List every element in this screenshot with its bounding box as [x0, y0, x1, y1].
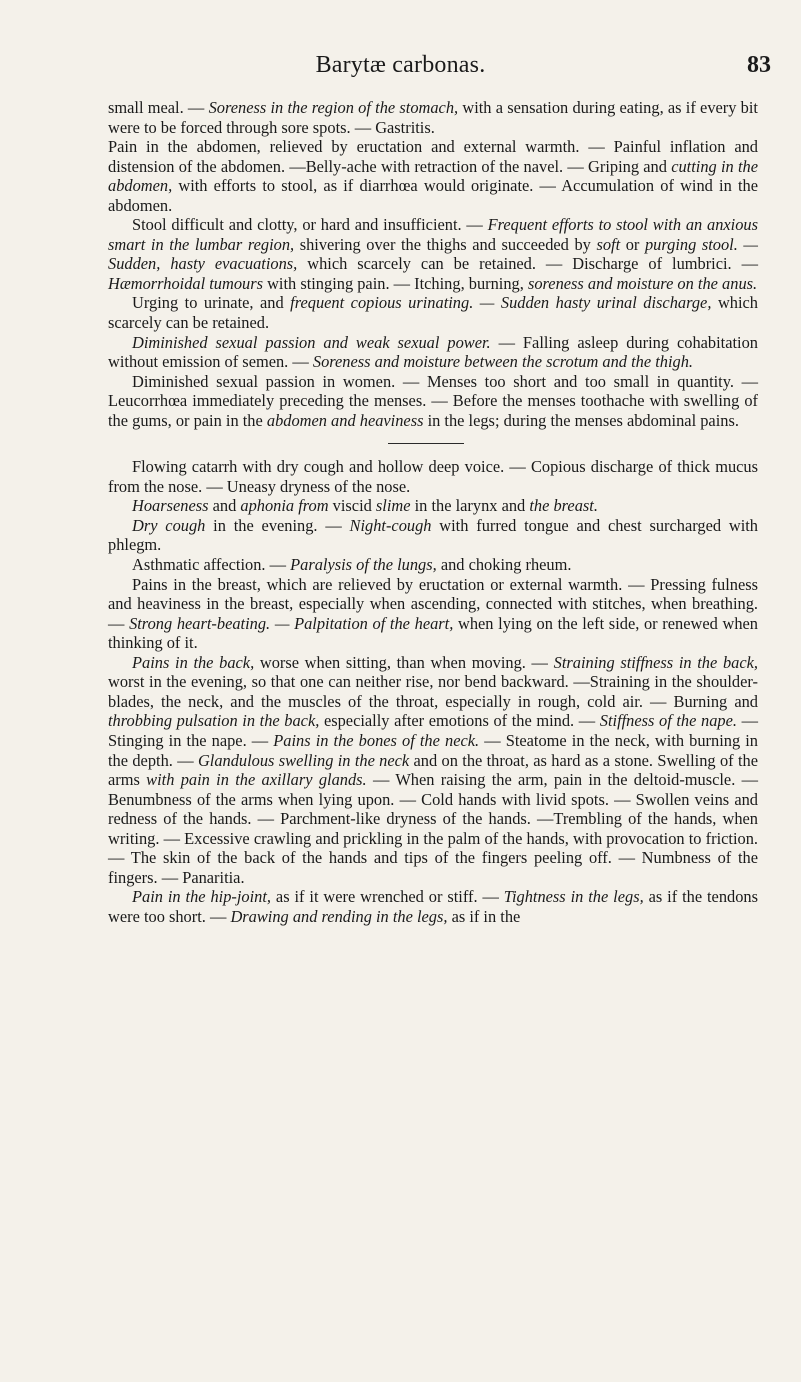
italic-text: soreness and moisture on the anus.: [527, 273, 758, 293]
text-run: in the evening. —: [205, 515, 350, 535]
italic-text: Soreness in the region of the stomach,: [208, 98, 459, 117]
text-run: which scarcely can be retained.: [108, 293, 758, 333]
paragraph: [108, 555, 758, 575]
text-run: as if in the: [447, 906, 521, 926]
italic-text: throbbing pulsation in the back,: [108, 711, 320, 731]
page-number: 83: [747, 52, 771, 78]
running-head: [0, 52, 801, 86]
text-run: worst in the evening, so that one can neither rise, nor bend backward. —Straining in the shoulder-blades, the neck, and the muscles of the throat, especially in rough, cold air. — Burning and: [108, 672, 758, 711]
italic-text: Pains in the bones of the neck.: [273, 730, 480, 750]
text-run: as if the tendons were too short. —: [108, 887, 758, 926]
italic-text: Pains in the back,: [132, 652, 255, 672]
text-run: Urging to urinate, and: [132, 293, 291, 313]
italic-text: purging stool. — Sudden, hasty evacuations,: [108, 234, 758, 274]
italic-text: Paralysis of the lungs,: [290, 555, 437, 575]
italic-text: abdomen and heaviness: [266, 410, 424, 430]
italic-text: Hoarseness: [132, 496, 209, 516]
paragraph: [108, 653, 758, 888]
text-run: in the legs; during the menses abdominal pains.: [423, 410, 739, 430]
text-run: Flowing catarrh with dry cough and hollow deep voice. — Copious discharge of thick mucus from the nose. — Uneasy dryness of the nose.: [108, 457, 758, 496]
italic-text: with pain in the axillary glands.: [146, 770, 367, 790]
paragraph: [108, 215, 758, 293]
italic-text: soft: [596, 234, 621, 254]
italic-text: slime: [375, 496, 411, 516]
running-title: Barytæ carbonas.: [315, 52, 486, 78]
italic-text: Stiffness of the nape.: [599, 711, 737, 731]
paragraph: [108, 887, 758, 926]
italic-text: Drawing and rending in the legs,: [230, 906, 448, 926]
text-run: worse when sitting, than when moving. —: [254, 652, 554, 672]
text-run: shivering over the thighs and succeeded by: [294, 234, 597, 254]
italic-text: Frequent efforts to stool with an anxious smart in the lumbar region,: [108, 215, 758, 254]
italic-text: Night-cough: [349, 515, 432, 535]
italic-text: the breast.: [529, 496, 598, 516]
paragraph: [108, 496, 758, 516]
text-run: Asthmatic affection. —: [132, 555, 291, 575]
paragraph: [108, 293, 758, 332]
italic-text: Pain in the hip-joint,: [132, 887, 272, 907]
text-run: Stool difficult and clotty, or hard and insufficient. —: [132, 215, 488, 235]
paragraph: [108, 516, 758, 555]
body-text: [108, 98, 758, 926]
paragraph: [108, 372, 758, 431]
text-run: viscid: [328, 496, 376, 516]
italic-text: Strong heart-beating. — Palpitation of the heart,: [129, 613, 454, 633]
text-run: — Stinging in the nape. —: [108, 711, 758, 750]
text-run: which scarcely can be retained. — Discharge of lumbrici. —: [297, 254, 759, 274]
text-run: and choking rheum.: [436, 555, 572, 575]
section-divider: [108, 430, 758, 457]
text-run: with furred tongue and chest surcharged with phlegm.: [108, 515, 758, 555]
italic-text: Dry cough: [132, 515, 206, 535]
italic-text: frequent copious urinating. — Sudden hasty urinal discharge,: [290, 293, 712, 313]
paragraph: [108, 575, 758, 653]
text-run: or: [620, 234, 645, 254]
text-run: Diminished sexual passion in women. — Menses too short and too small in quantity. — Leucorrhœa immediately preceding the menses. — Before the menses toothache with swelling of the gums, or pain in the: [108, 371, 758, 430]
italic-text: Hæmorrhoidal tumours: [108, 273, 263, 293]
text-run: when lying on the left side, or renewed when thinking of it.: [108, 613, 758, 653]
italic-text: aphonia from: [240, 496, 329, 516]
text-run: Pain in the abdomen, relieved by eructation and external warmth. — Painful inflation and distension of the abdomen. —Belly-ache with retraction of the navel. — Griping and: [108, 137, 758, 176]
text-run: with stinging pain. — Itching, burning,: [262, 273, 528, 293]
text-run: with a sensation during eating, as if every bit were to be forced through sore spots. — Gastritis.: [108, 98, 758, 137]
italic-text: Glandulous swelling in the neck: [197, 750, 410, 770]
italic-text: Tightness in the legs,: [503, 887, 644, 907]
text-run: with efforts to stool, as if diarrhœa would originate. — Accumulation of wind in the abdomen.: [108, 176, 758, 215]
divider-rule: [388, 443, 464, 444]
paragraph: [108, 333, 758, 372]
text-run: — When raising the arm, pain in the deltoid-muscle. — Benumbness of the arms when lying upon. — Cold hands with livid spots. — Swollen veins and redness of the hands. — Parchment-like dryness of the hands. —Trembling of the hands, when writing. — Excessive crawling and prickling in the palm of the hands, with provocation to friction. — The skin of the back of the hands and tips of the fingers peeling off. — Numbness of the fingers. — Panaritia.: [108, 770, 759, 887]
text-run: — Steatome in the neck, with burning in the depth. —: [108, 730, 759, 770]
italic-text: Straining stiffness in the back,: [553, 652, 758, 672]
paragraph: [108, 137, 758, 215]
text-run: in the larynx and: [410, 496, 530, 516]
italic-text: cutting in the abdomen,: [108, 156, 758, 196]
paragraph: [108, 98, 758, 137]
text-run: Pains in the breast, which are relieved by eructation or external warmth. — Pressing fulness and heaviness in the breast, especially when ascending, connected with stitches, when breathing. —: [108, 574, 758, 633]
text-run: and on the throat, as hard as a stone. Swelling of the arms: [108, 750, 758, 790]
text-run: and: [208, 496, 241, 516]
italic-text: Diminished sexual passion and weak sexual power.: [132, 332, 491, 352]
text-run: as if it were wrenched or stiff. —: [271, 887, 504, 907]
paragraph: [108, 457, 758, 496]
text-run: small meal. —: [108, 98, 209, 117]
text-run: — Falling asleep during cohabitation without emission of semen. —: [108, 332, 758, 372]
text-run: especially after emotions of the mind. —: [319, 711, 600, 731]
italic-text: Soreness and moisture between the scrotum and the thigh.: [312, 352, 693, 372]
